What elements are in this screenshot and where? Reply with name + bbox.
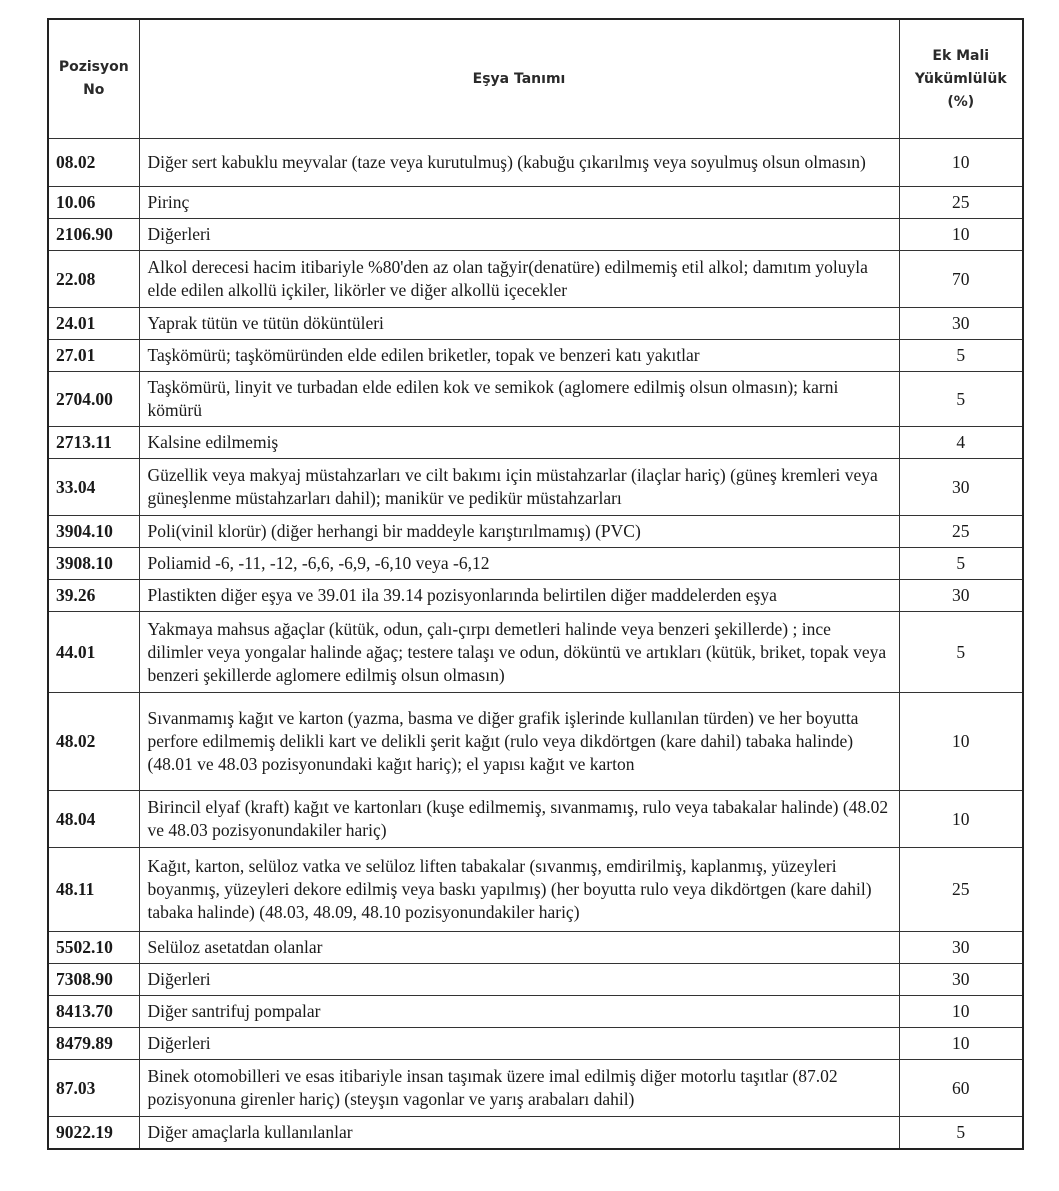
rate-cell: 25 <box>899 848 1023 932</box>
table-row <box>48 580 1023 612</box>
description-cell: Taşkömürü; taşkömüründen elde edilen briketler, topak ve benzeri katı yakıtlar <box>139 340 899 372</box>
description-cell: Selüloz asetatdan olanlar <box>139 932 899 964</box>
table-row <box>48 219 1023 251</box>
position-cell: 44.01 <box>48 612 139 693</box>
position-cell: 48.02 <box>48 693 139 791</box>
description-cell: Birincil elyaf (kraft) kağıt ve kartonları (kuşe edilmemiş, sıvanmamış, rulo veya tabakalar halinde) (48.02 ve 48.03 pozisyonundakiler hariç) <box>139 791 899 848</box>
header-position-line1: Pozisyon <box>58 59 129 75</box>
rate-cell: 25 <box>899 187 1023 219</box>
table-row <box>48 427 1023 459</box>
additional-financial-obligation-table <box>47 18 1024 1150</box>
rate-cell: 60 <box>899 1060 1023 1117</box>
rate-cell: 10 <box>899 693 1023 791</box>
description-cell: Diğer santrifuj pompalar <box>139 996 899 1028</box>
table-row <box>48 848 1023 932</box>
description-cell: Diğer amaçlarla kullanılanlar <box>139 1117 899 1150</box>
position-cell: 3908.10 <box>48 548 139 580</box>
position-cell: 2106.90 <box>48 219 139 251</box>
rate-cell: 5 <box>899 340 1023 372</box>
position-cell: 48.11 <box>48 848 139 932</box>
table-row <box>48 372 1023 427</box>
table-row <box>48 1117 1023 1150</box>
position-cell: 10.06 <box>48 187 139 219</box>
rate-cell: 5 <box>899 612 1023 693</box>
description-cell: Alkol derecesi hacim itibariyle %80'den az olan tağyir(denatüre) edilmemiş etil alkol; damıtım yoluyla elde edilen alkollü içkiler, likörler ve diğer alkollü içecekler <box>139 251 899 308</box>
table-row <box>48 693 1023 791</box>
position-cell: 87.03 <box>48 1060 139 1117</box>
rate-cell: 30 <box>899 459 1023 516</box>
rate-cell: 4 <box>899 427 1023 459</box>
table-row <box>48 548 1023 580</box>
table-row <box>48 791 1023 848</box>
description-cell: Yaprak tütün ve tütün döküntüleri <box>139 308 899 340</box>
description-cell: Taşkömürü, linyit ve turbadan elde edilen kok ve semikok (aglomere edilmiş olsun olmasın); karni kömürü <box>139 372 899 427</box>
header-rate-line1: Ek Mali <box>932 47 990 64</box>
table-row <box>48 964 1023 996</box>
header-description: Eşya Tanımı <box>139 19 899 139</box>
position-cell: 39.26 <box>48 580 139 612</box>
table-row <box>48 308 1023 340</box>
rate-cell: 30 <box>899 932 1023 964</box>
table-row <box>48 340 1023 372</box>
header-rate <box>899 19 1023 139</box>
rate-cell: 25 <box>899 516 1023 548</box>
table-row <box>48 612 1023 693</box>
position-cell: 5502.10 <box>48 932 139 964</box>
table-row <box>48 1028 1023 1060</box>
rate-cell: 10 <box>899 791 1023 848</box>
table-row <box>48 459 1023 516</box>
header-position-no <box>48 19 139 139</box>
description-cell: Diğerleri <box>139 964 899 996</box>
description-cell: Kalsine edilmemiş <box>139 427 899 459</box>
position-cell: 8413.70 <box>48 996 139 1028</box>
position-cell: 2704.00 <box>48 372 139 427</box>
description-cell: Sıvanmamış kağıt ve karton (yazma, basma ve diğer grafik işlerinde kullanılan türden) ve her boyutta perfore edilmemiş delikli kart ve delikli şerit kağıt (rulo veya dikdörtgen (kare dahil) tabaka halinde) (48.01 ve 48.03 pozisyonundaki kağıt hariç); el yapısı kağıt ve karton <box>139 693 899 791</box>
description-cell: Kağıt, karton, selüloz vatka ve selüloz liften tabakalar (sıvanmış, emdirilmiş, kaplanmış, yüzeyleri boyanmış, yüzeyleri dekore edilmiş veya baskı yapılmış) (her boyutta rulo veya dikdörtgen (kare dahil) tabaka halinde) (48.03, 48.09, 48.10 pozisyonundakiler hariç) <box>139 848 899 932</box>
position-cell: 22.08 <box>48 251 139 308</box>
position-cell: 27.01 <box>48 340 139 372</box>
header-position-line2: No <box>83 82 105 98</box>
rate-cell: 30 <box>899 580 1023 612</box>
rate-cell: 30 <box>899 964 1023 996</box>
table-row <box>48 187 1023 219</box>
position-cell: 3904.10 <box>48 516 139 548</box>
rate-cell: 5 <box>899 548 1023 580</box>
table-row <box>48 996 1023 1028</box>
table-header-row <box>48 19 1023 139</box>
table-row <box>48 251 1023 308</box>
rate-cell: 30 <box>899 308 1023 340</box>
rate-cell: 70 <box>899 251 1023 308</box>
description-cell: Diğerleri <box>139 219 899 251</box>
description-cell: Yakmaya mahsus ağaçlar (kütük, odun, çalı-çırpı demetleri halinde veya benzeri şekillerde) ; ince dilimler veya yongalar halinde ağaç; testere talaşı ve odun, döküntü ve artıkları (kütük, briket, topak veya benzeri şekillerde aglomere edilmiş olsun olmasın) <box>139 612 899 693</box>
description-cell: Poli(vinil klorür) (diğer herhangi bir maddeyle karıştırılmamış) (PVC) <box>139 516 899 548</box>
position-cell: 24.01 <box>48 308 139 340</box>
position-cell: 48.04 <box>48 791 139 848</box>
rate-cell: 10 <box>899 1028 1023 1060</box>
table-row <box>48 516 1023 548</box>
description-cell: Binek otomobilleri ve esas itibariyle insan taşımak üzere imal edilmiş diğer motorlu taşıtlar (87.02 pozisyonuna girenler hariç) (steyşın vagonlar ve yarış arabaları dahil) <box>139 1060 899 1117</box>
position-cell: 8479.89 <box>48 1028 139 1060</box>
rate-cell: 10 <box>899 139 1023 187</box>
position-cell: 2713.11 <box>48 427 139 459</box>
description-cell: Güzellik veya makyaj müstahzarları ve cilt bakımı için müstahzarlar (ilaçlar hariç) (güneş kremleri veya güneşlenme müstahzarları dahil); manikür ve pedikür müstahzarları <box>139 459 899 516</box>
description-cell: Poliamid -6, -11, -12, -6,6, -6,9, -6,10 veya -6,12 <box>139 548 899 580</box>
position-cell: 08.02 <box>48 139 139 187</box>
header-rate-line3: (%) <box>947 93 975 110</box>
header-rate-line2: Yükümlülük <box>914 70 1007 87</box>
description-cell: Diğer sert kabuklu meyvalar (taze veya kurutulmuş) (kabuğu çıkarılmış veya soyulmuş olsun olmasın) <box>139 139 899 187</box>
table-row <box>48 932 1023 964</box>
table-row <box>48 139 1023 187</box>
rate-cell: 5 <box>899 372 1023 427</box>
rate-cell: 10 <box>899 996 1023 1028</box>
position-cell: 33.04 <box>48 459 139 516</box>
description-cell: Pirinç <box>139 187 899 219</box>
rate-cell: 10 <box>899 219 1023 251</box>
position-cell: 9022.19 <box>48 1117 139 1150</box>
rate-cell: 5 <box>899 1117 1023 1150</box>
table-row <box>48 1060 1023 1117</box>
description-cell: Diğerleri <box>139 1028 899 1060</box>
position-cell: 7308.90 <box>48 964 139 996</box>
description-cell: Plastikten diğer eşya ve 39.01 ila 39.14 pozisyonlarında belirtilen diğer maddelerden eşya <box>139 580 899 612</box>
